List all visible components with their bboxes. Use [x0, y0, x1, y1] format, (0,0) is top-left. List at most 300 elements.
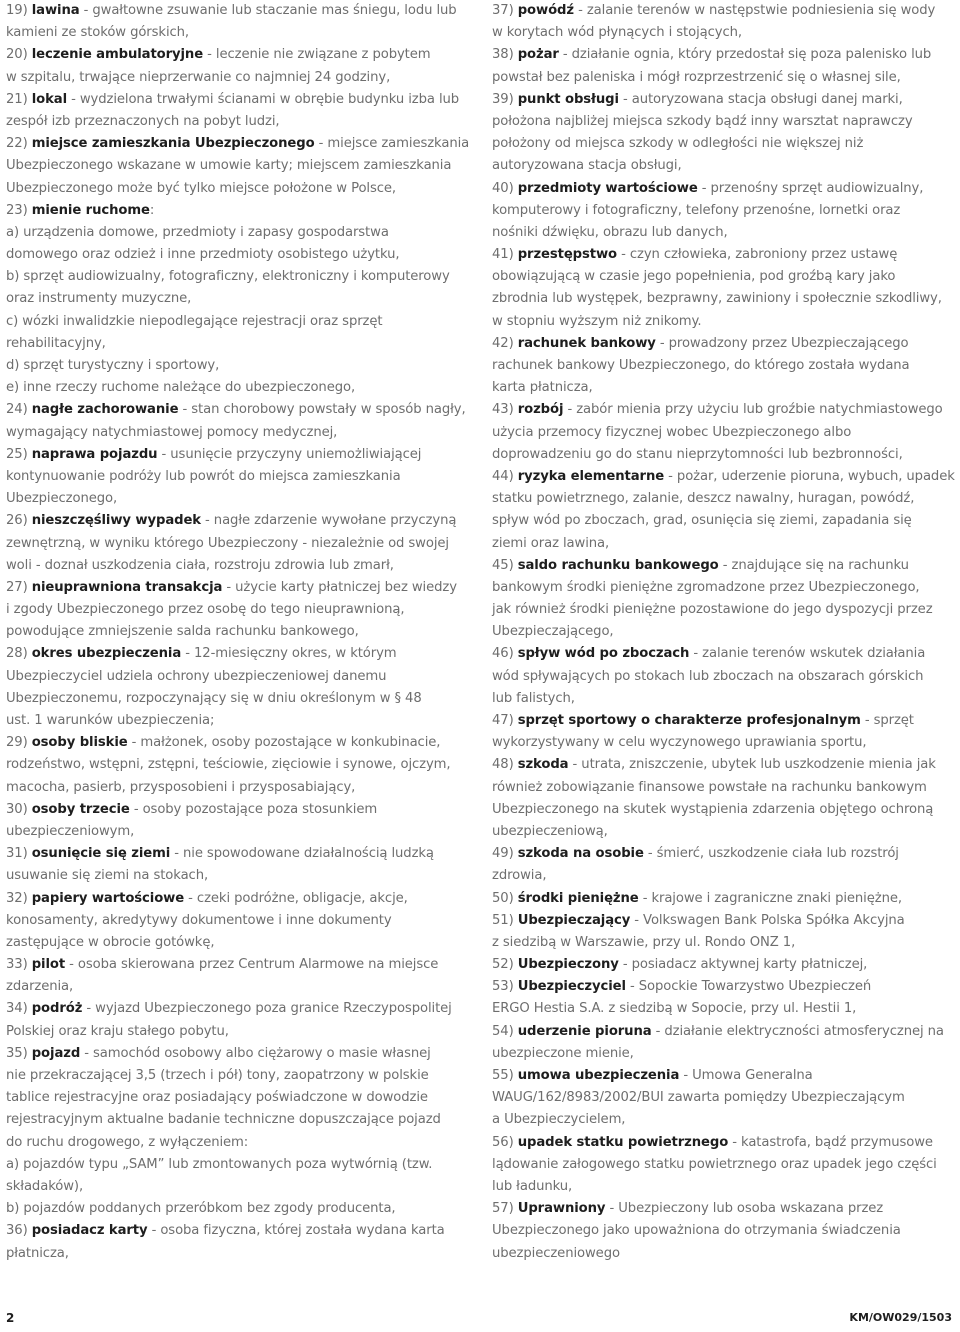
text-segment: lub falistych, — [492, 690, 575, 706]
text-line — [492, 732, 957, 754]
text-segment: w korytach wód płynących i stojących, — [492, 25, 742, 41]
term-name: Ubezpieczający — [517, 912, 631, 928]
text-line — [6, 444, 476, 466]
text-segment: 28) — [6, 646, 32, 662]
text-line — [492, 288, 957, 310]
text-segment: b) pojazdów poddanych przeróbkom bez zgody producenta, — [6, 1201, 396, 1217]
term-name: saldo rachunku bankowego — [517, 557, 719, 573]
text-line — [6, 666, 476, 688]
text-line — [6, 777, 476, 799]
text-line — [492, 422, 957, 444]
text-segment: ubezpieczeniowego — [492, 1245, 620, 1261]
term-name: Ubezpieczony — [517, 957, 619, 973]
text-line — [6, 466, 476, 488]
text-segment: ust. 1 warunków ubezpieczenia; — [6, 713, 215, 728]
text-segment: w stopniu wyższym niż znikomy. — [492, 313, 702, 329]
text-segment: 48) — [492, 757, 518, 773]
text-segment: - czeki podróżne, obligacje, akcje, — [184, 890, 408, 906]
text-line — [6, 89, 476, 111]
term-name: ryzyka elementarne — [517, 468, 665, 484]
text-line — [492, 1154, 957, 1176]
text-line — [6, 155, 476, 177]
text-line — [6, 732, 476, 754]
text-segment: rachunek bankowy Ubezpieczonego, do którego została wydana — [492, 358, 910, 373]
text-segment: - przenośny sprzęt audiowizualny, — [697, 180, 924, 196]
text-segment: bankowym środki pieniężne zgromadzone przez Ubezpieczonego, — [492, 579, 920, 595]
text-segment: : — [149, 202, 155, 218]
text-line — [6, 1176, 476, 1198]
text-line — [6, 1132, 476, 1154]
text-line — [6, 533, 476, 555]
text-segment: ubezpieczeniową, — [492, 823, 608, 839]
text-line — [492, 466, 957, 488]
text-segment: powodujące zmniejszenie salda rachunku bankowego, — [6, 624, 359, 640]
text-segment: 50) — [492, 890, 518, 906]
text-segment: lądowanie załogowego statku powietrznego oraz upadek jego części — [492, 1156, 937, 1172]
text-segment: ubezpieczeniowym, — [6, 823, 135, 839]
text-line — [492, 821, 957, 843]
text-line — [492, 954, 957, 976]
text-segment: - nagłe zdarzenie wywołane przyczyną — [200, 513, 457, 529]
text-segment: - działanie ognia, który przedostał się poza palenisko lub — [558, 47, 932, 63]
text-segment: również zobowiązanie finansowe powstałe na rachunku bankowym — [492, 779, 927, 795]
text-line — [492, 1109, 957, 1131]
text-segment: powstał bez paleniska i mógł rozprzestrzenić się o własnej sile, — [492, 69, 901, 85]
text-segment: Ubezpieczonego, — [6, 491, 118, 507]
text-line — [6, 1220, 476, 1242]
text-line — [492, 178, 957, 200]
text-segment: położona najbliżej miejsca szkody bądź inny warsztat naprawczy — [492, 113, 913, 129]
text-segment: ubezpieczone mienie, — [492, 1045, 634, 1061]
text-segment: - prowadzony przez Ubezpieczającego — [655, 335, 909, 351]
page-number: 2 — [6, 1311, 15, 1325]
text-segment: - samochód osobowy albo ciężarowy o masie własnej — [80, 1045, 431, 1061]
text-segment: Ubezpieczonego wskazane w umowie karty; miejscem zamieszkania — [6, 158, 452, 174]
text-line — [6, 422, 476, 444]
text-line — [492, 577, 957, 599]
text-segment: zewnętrzną, w wyniku którego Ubezpieczony - niezależnie od swojej — [6, 535, 449, 551]
text-segment: zdarzenia, — [6, 979, 74, 995]
text-segment: Polskiej oraz kraju stałego pobytu, — [6, 1023, 229, 1039]
term-name: przedmioty wartościowe — [517, 180, 698, 196]
text-line — [492, 22, 957, 44]
text-segment: 43) — [492, 402, 518, 418]
text-line — [492, 1043, 957, 1065]
text-line — [6, 1043, 476, 1065]
text-line — [492, 976, 957, 998]
term-name: osoby trzecie — [31, 801, 130, 817]
text-line — [6, 710, 476, 732]
text-segment: doprowadzeniu go do stanu nieprzytomności lub bezbronności, — [492, 446, 903, 462]
text-line — [492, 1132, 957, 1154]
text-line — [6, 1087, 476, 1109]
text-segment: - krajowe i zagraniczne znaki pieniężne, — [638, 890, 902, 906]
text-segment: - wyjazd Ubezpieczonego poza granice Rzeczypospolitej — [82, 1001, 452, 1017]
text-segment: 34) — [6, 1001, 32, 1017]
text-segment: b) sprzęt audiowizualny, fotograficzny, elektroniczny i komputerowy — [6, 269, 450, 285]
text-segment: - zabór mienia przy użyciu lub groźbie natychmiastowego — [563, 402, 943, 418]
text-segment: a Ubezpieczycielem, — [492, 1112, 626, 1128]
text-segment: składaków), — [6, 1178, 84, 1194]
text-segment: 35) — [6, 1045, 32, 1061]
text-segment: rodzeństwo, wstępni, zstępni, teściowie, zięciowie i synowe, ojczym, — [6, 757, 451, 773]
text-line — [492, 1198, 957, 1220]
text-line — [6, 643, 476, 665]
text-segment: d) sprzęt turystyczny i sportowy, — [6, 358, 220, 373]
text-line — [6, 754, 476, 776]
text-segment: WAUG/162/8983/2002/BUI zawarta pomiędzy Ubezpieczającym — [492, 1090, 905, 1106]
text-line — [492, 1176, 957, 1198]
text-segment: - osoby pozostające poza stosunkiem — [129, 801, 378, 817]
text-line — [492, 799, 957, 821]
text-line — [6, 111, 476, 133]
text-line — [6, 932, 476, 954]
text-segment: - zalanie terenów wskutek działania — [689, 646, 926, 662]
text-line — [6, 333, 476, 355]
text-segment: - Ubezpieczony lub osoba wskazana przez — [605, 1201, 884, 1217]
text-line — [492, 244, 957, 266]
text-line — [492, 155, 957, 177]
term-name: leczenie ambulatoryjne — [31, 47, 204, 63]
text-line — [6, 399, 476, 421]
text-line — [6, 621, 476, 643]
text-segment: konosamenty, akredytywy dokumentowe i inne dokumenty — [6, 912, 392, 928]
text-segment: c) wózki inwalidzkie niepodlegające rejestracji oraz sprzęt — [6, 313, 383, 329]
term-name: przestępstwo — [517, 247, 618, 263]
text-segment: 32) — [6, 890, 32, 906]
text-segment: - czyn człowieka, zabroniony przez ustawę — [617, 247, 898, 263]
text-line — [492, 643, 957, 665]
text-line — [492, 843, 957, 865]
text-segment: zbrodnia lub występek, bezprawny, zawiniony i społecznie szkodliwy, — [492, 291, 942, 307]
term-name: upadek statku powietrznego — [517, 1134, 729, 1150]
text-line — [492, 510, 957, 532]
text-line — [492, 200, 957, 222]
text-segment: - posiadacz aktywnej karty płatniczej, — [618, 957, 868, 973]
text-segment: zastępujące w obrocie gotówkę, — [6, 934, 215, 950]
text-line — [6, 488, 476, 510]
text-line — [6, 865, 476, 887]
text-segment: Ubezpieczonemu, rozpoczynający się w dniu określonym w § 48 — [6, 690, 422, 706]
text-segment: - Sopockie Towarzystwo Ubezpieczeń — [625, 979, 872, 995]
text-line — [6, 799, 476, 821]
term-name: umowa ubezpieczenia — [517, 1068, 680, 1083]
text-segment: 49) — [492, 846, 518, 862]
text-segment: usuwanie się ziemi na stokach, — [6, 868, 209, 884]
text-line — [6, 1065, 476, 1087]
text-segment: - znajdujące się na rachunku — [718, 557, 909, 573]
text-segment: - użycie karty płatniczej bez wiedzy — [222, 579, 457, 595]
text-segment: 23) — [6, 202, 32, 218]
text-segment: 47) — [492, 713, 518, 728]
text-line — [492, 0, 957, 22]
text-segment: - wydzielona trwałymi ścianami w obrębie budynku izba lub — [67, 91, 460, 107]
text-segment: 36) — [6, 1223, 32, 1239]
text-line — [6, 599, 476, 621]
term-name: nieszczęśliwy wypadek — [31, 513, 201, 529]
text-line — [492, 710, 957, 732]
text-line — [6, 510, 476, 532]
text-segment: - osoba fizyczna, której została wydana karta — [147, 1223, 445, 1239]
term-name: lawina — [31, 3, 80, 18]
text-line — [492, 1065, 957, 1087]
text-line — [6, 1243, 476, 1265]
text-line — [6, 288, 476, 310]
text-segment: tablice rejestracyjne oraz posiadający poświadczone w dowodzie — [6, 1090, 428, 1106]
text-line — [492, 333, 957, 355]
text-segment: zdrowia, — [492, 868, 547, 884]
text-line — [492, 1021, 957, 1043]
right-column — [492, 0, 957, 1265]
text-segment: domowego oraz odzież i inne przedmioty osobistego użytku, — [6, 247, 400, 263]
text-segment: 25) — [6, 446, 32, 462]
text-segment: 40) — [492, 180, 518, 196]
text-line — [492, 377, 957, 399]
text-segment: - Umowa Generalna — [679, 1068, 813, 1083]
text-line — [6, 1109, 476, 1131]
text-line — [6, 311, 476, 333]
text-segment: wykorzystywany w celu wyczynowego uprawiania sportu, — [492, 735, 867, 751]
text-segment: 24) — [6, 402, 32, 418]
text-segment: obowiązującą w czasie jego popełnienia, pod groźbą kary jako — [492, 269, 896, 285]
text-segment: lub ładunku, — [492, 1178, 573, 1194]
text-segment: z siedzibą w Warszawie, przy ul. Rondo ONZ 1, — [492, 934, 796, 950]
text-line — [6, 377, 476, 399]
text-segment: Ubezpieczającego, — [492, 624, 614, 640]
text-segment: - katastrofa, bądź przymusowe — [728, 1134, 933, 1150]
text-line — [6, 178, 476, 200]
text-segment: do ruchu drogowego, z wyłączeniem: — [6, 1134, 249, 1150]
text-line — [492, 865, 957, 887]
text-segment: Ubezpieczonego może być tylko miejsce położone w Polsce, — [6, 180, 397, 196]
text-segment: - 12-miesięczny okres, w którym — [181, 646, 397, 662]
text-segment: 27) — [6, 579, 32, 595]
text-segment: karta płatnicza, — [492, 380, 593, 396]
text-segment: 51) — [492, 912, 518, 928]
term-name: powódź — [517, 3, 574, 18]
term-name: pożar — [517, 47, 559, 63]
text-segment: - sprzęt — [860, 713, 914, 728]
term-name: okres ubezpieczenia — [31, 646, 182, 662]
text-line — [6, 200, 476, 222]
text-segment: - małżonek, osoby pozostające w konkubinacie, — [127, 735, 441, 751]
text-line — [492, 888, 957, 910]
term-name: nagłe zachorowanie — [31, 402, 179, 418]
text-line — [492, 222, 957, 244]
term-name: uderzenie pioruna — [517, 1023, 652, 1039]
text-segment: e) inne rzeczy ruchome należące do ubezpieczonego, — [6, 380, 356, 396]
text-line — [6, 355, 476, 377]
text-segment: położony od miejsca szkody w odległości nie większej niż — [492, 136, 864, 152]
text-segment: 37) — [492, 3, 518, 18]
text-segment: - utrata, zniszczenie, ubytek lub uszkodzenie mienia jak — [568, 757, 936, 773]
text-segment: ERGO Hestia S.A. z siedzibą w Sopocie, przy ul. Hestii 1, — [492, 1001, 857, 1017]
text-line — [6, 1154, 476, 1176]
text-segment: - usunięcie przyczyny uniemożliwiającej — [157, 446, 422, 462]
text-segment: 57) — [492, 1201, 518, 1217]
text-segment: w szpitalu, trwające nieprzerwanie co najmniej 24 godziny, — [6, 69, 391, 85]
text-line — [492, 488, 957, 510]
text-segment: 54) — [492, 1023, 518, 1039]
text-line — [6, 44, 476, 66]
term-name: pojazd — [31, 1045, 81, 1061]
text-line — [492, 910, 957, 932]
term-name: spływ wód po zboczach — [517, 646, 690, 662]
text-segment: wymagający natychmiastowej pomocy medycznej, — [6, 424, 338, 440]
text-line — [492, 754, 957, 776]
text-line — [492, 355, 957, 377]
text-line — [492, 666, 957, 688]
text-segment: wód spływających po stokach lub zboczach na obszarach górskich — [492, 668, 924, 684]
text-segment: - autoryzowana stacja obsługi danej marki, — [618, 91, 903, 107]
term-name: Ubezpieczyciel — [517, 979, 626, 995]
text-segment: użycia przemocy fizycznej wobec Ubezpieczonego albo — [492, 424, 852, 440]
term-name: szkoda — [517, 757, 569, 773]
text-line — [492, 688, 957, 710]
text-line — [492, 621, 957, 643]
text-segment: 45) — [492, 557, 518, 573]
text-segment: - gwałtowne zsuwanie lub staczanie mas śniegu, lodu lub — [79, 3, 457, 18]
text-line — [6, 67, 476, 89]
text-line — [492, 998, 957, 1020]
text-segment: 21) — [6, 91, 32, 107]
text-segment: rejestracyjnym aktualne badanie techniczne dopuszczające pojazd — [6, 1112, 441, 1128]
term-name: pilot — [31, 957, 66, 973]
text-segment: 31) — [6, 846, 32, 862]
text-segment: a) pojazdów typu „SAM” lub zmontowanych poza wytwórnią (tzw. — [6, 1156, 433, 1172]
text-line — [6, 888, 476, 910]
text-segment: 39) — [492, 91, 518, 107]
text-line — [6, 577, 476, 599]
term-name: rozbój — [517, 402, 564, 418]
text-segment: 22) — [6, 136, 32, 152]
text-segment: zespół izb przeznaczonych na pobyt ludzi, — [6, 113, 280, 129]
text-line — [492, 399, 957, 421]
text-segment: autoryzowana stacja obsługi, — [492, 158, 682, 174]
term-name: punkt obsługi — [517, 91, 619, 107]
term-name: szkoda na osobie — [517, 846, 644, 862]
text-segment: 30) — [6, 801, 32, 817]
text-line — [6, 954, 476, 976]
text-line — [6, 133, 476, 155]
term-name: lokal — [31, 91, 67, 107]
text-segment: 56) — [492, 1134, 518, 1150]
text-line — [492, 111, 957, 133]
text-line — [6, 1021, 476, 1043]
text-line — [492, 89, 957, 111]
term-name: posiadacz karty — [31, 1223, 148, 1239]
text-line — [6, 843, 476, 865]
text-line — [6, 22, 476, 44]
text-segment: Ubezpieczyciel udziela ochrony ubezpieczeniowej danemu — [6, 668, 387, 684]
text-line — [6, 0, 476, 22]
text-segment: rehabilitacyjny, — [6, 335, 106, 351]
text-segment: 20) — [6, 47, 32, 63]
document-code: KM/OW029/1503 — [849, 1311, 952, 1324]
text-segment: 29) — [6, 735, 32, 751]
text-line — [492, 444, 957, 466]
term-name: nieuprawniona transakcja — [31, 579, 223, 595]
text-line — [6, 998, 476, 1020]
text-segment: Ubezpieczonego jako upoważniona do otrzymania świadczenia — [492, 1223, 901, 1239]
left-column — [6, 0, 476, 1265]
text-line — [6, 222, 476, 244]
term-name: podróż — [31, 1001, 83, 1017]
text-segment: 26) — [6, 513, 32, 529]
text-segment: 55) — [492, 1068, 518, 1083]
text-line — [492, 44, 957, 66]
text-segment: - leczenie nie związane z pobytem — [203, 47, 431, 63]
text-line — [492, 555, 957, 577]
text-segment: oraz instrumenty muzyczne, — [6, 291, 192, 307]
term-name: naprawa pojazdu — [31, 446, 158, 462]
text-segment: komputerowy i fotograficzny, telefony przenośne, lornetki oraz — [492, 202, 901, 218]
text-segment: - miejsce zamieszkania — [314, 136, 470, 152]
term-name: sprzęt sportowy o charakterze profesjonalnym — [517, 713, 861, 728]
text-line — [492, 932, 957, 954]
text-segment: 19) — [6, 3, 32, 18]
term-name: mienie ruchome — [31, 202, 150, 218]
text-segment: macocha, pasierb, przysposobieni i przysposabiający, — [6, 779, 356, 795]
text-segment: ziemi oraz lawina, — [492, 535, 610, 551]
text-segment: - Volkswagen Bank Polska Spółka Akcyjna — [630, 912, 905, 928]
text-segment: 41) — [492, 247, 518, 263]
term-name: miejsce zamieszkania Ubezpieczonego — [31, 136, 315, 152]
text-segment: 52) — [492, 957, 518, 973]
text-line — [6, 688, 476, 710]
text-line — [492, 133, 957, 155]
text-line — [6, 244, 476, 266]
text-segment: jak również środki pieniężne pozostawione do jego dyspozycji przez — [492, 602, 933, 618]
text-segment: 38) — [492, 47, 518, 63]
text-segment: - śmierć, uszkodzenie ciała lub rozstrój — [643, 846, 899, 862]
text-segment: - działanie elektryczności atmosferycznej na — [651, 1023, 944, 1039]
text-line — [492, 266, 957, 288]
text-line — [6, 1198, 476, 1220]
text-line — [492, 1220, 957, 1242]
text-line — [492, 311, 957, 333]
text-segment: Ubezpieczonego na skutek wystąpienia zdarzenia objętego ochroną — [492, 801, 934, 817]
text-segment: a) urządzenia domowe, przedmioty i zapasy gospodarstwa — [6, 224, 389, 240]
term-name: osunięcie się ziemi — [31, 846, 171, 862]
text-line — [6, 976, 476, 998]
text-line — [492, 599, 957, 621]
term-name: Uprawniony — [517, 1201, 606, 1217]
text-segment: - zalanie terenów w następstwie podniesienia się wody — [573, 3, 936, 18]
text-line — [6, 266, 476, 288]
text-segment: kontynuowanie podróży lub powrót do miejsca zamieszkania — [6, 468, 401, 484]
text-segment: 33) — [6, 957, 32, 973]
text-segment: - pożar, uderzenie pioruna, wybuch, upadek — [664, 468, 955, 484]
text-segment: woli - doznał uszkodzenia ciała, rozstroju zdrowia lub zmarł, — [6, 557, 394, 573]
text-line — [492, 777, 957, 799]
text-line — [6, 910, 476, 932]
text-segment: statku powietrznego, zalanie, deszcz nawalny, huragan, powódź, — [492, 491, 915, 507]
term-name: osoby bliskie — [31, 735, 128, 751]
text-segment: i zgody Ubezpieczonego przez osobę do tego nieuprawnioną, — [6, 602, 405, 618]
text-segment: spływ wód po zboczach, grad, osunięcia się ziemi, zapadania się — [492, 513, 912, 529]
term-name: rachunek bankowy — [517, 335, 656, 351]
text-segment: - osoba skierowana przez Centrum Alarmowe na miejsce — [65, 957, 439, 973]
text-line — [492, 67, 957, 89]
text-segment: 53) — [492, 979, 518, 995]
text-segment: kamieni ze stoków górskich, — [6, 25, 190, 41]
text-line — [492, 1243, 957, 1265]
text-segment: nie przekraczającej 3,5 (trzech i pół) tony, zaopatrzony w polskie — [6, 1068, 429, 1083]
text-segment: płatnicza, — [6, 1245, 69, 1261]
term-name: środki pieniężne — [517, 890, 639, 906]
text-segment: 42) — [492, 335, 518, 351]
